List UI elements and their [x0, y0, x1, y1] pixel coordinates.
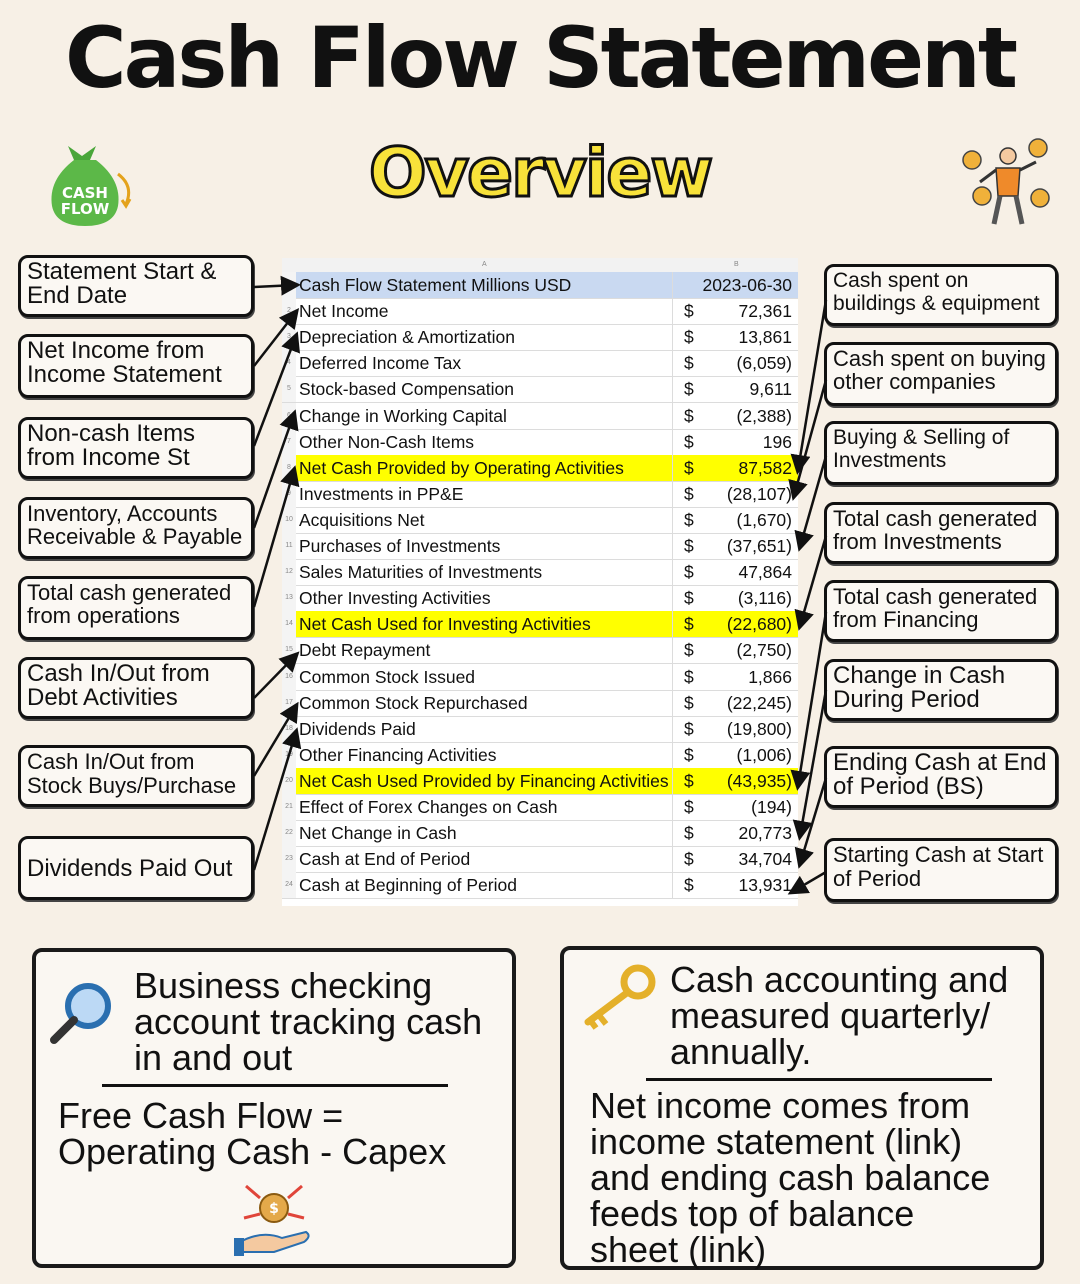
panel-divider	[102, 1084, 448, 1087]
row-value: (3,116)	[737, 588, 792, 609]
row-currency: $	[684, 692, 694, 713]
row-number: 14	[282, 611, 296, 637]
row-number: 24	[282, 872, 296, 898]
row-number: 5	[282, 376, 296, 402]
accounting-line-2: measured quarterly/	[670, 995, 991, 1036]
row-label: Stock-based Compensation	[299, 379, 514, 400]
row-label: Other Non-Cash Items	[299, 431, 475, 452]
svg-text:$: $	[269, 1201, 279, 1217]
row-number: 19	[282, 742, 296, 768]
row-number: 6	[282, 403, 296, 429]
row-label: Effect of Forex Changes on Cash	[299, 797, 558, 817]
row-number: 16	[282, 664, 296, 690]
panel-divider	[646, 1078, 992, 1081]
row-currency: $	[684, 457, 694, 478]
row-currency: $	[684, 718, 694, 739]
label-total-cash-investments: Total cash generated from Investments	[824, 502, 1058, 564]
link-line-5: sheet (link)	[590, 1229, 767, 1270]
row-value: (22,680)	[726, 614, 792, 635]
row-value: 20,773	[738, 823, 792, 844]
label-ending-cash: Ending Cash at End of Period (BS)	[824, 746, 1058, 808]
row-label: Change in Working Capital	[299, 405, 507, 426]
row-value: (37,651)	[726, 536, 792, 556]
row-currency: $	[684, 588, 694, 609]
row-currency: $	[684, 562, 694, 583]
row-label: Net Cash Used for Investing Activities	[299, 614, 591, 635]
row-currency: $	[684, 666, 694, 687]
row-value: 47,864	[738, 562, 792, 583]
row-number: 1	[282, 272, 296, 298]
link-line-3: and ending cash balance	[590, 1157, 991, 1198]
row-label: Net Income	[299, 301, 389, 322]
row-number: 13	[282, 585, 296, 611]
row-label: Cash Flow Statement Millions USD	[299, 275, 572, 295]
checking-line-3: in and out	[134, 1037, 293, 1078]
row-label: Net Change in Cash	[299, 823, 457, 844]
row-number: 23	[282, 846, 296, 872]
column-b-letter: B	[734, 261, 739, 268]
row-value: (1,670)	[736, 509, 792, 530]
row-label: Cash at Beginning of Period	[299, 875, 517, 896]
checking-account-panel	[32, 948, 516, 1268]
row-label: Cash at End of Period	[299, 849, 471, 870]
row-currency: $	[684, 431, 694, 452]
link-line-4: feeds top of balance	[590, 1193, 915, 1234]
label-buying-selling-investments: Buying & Selling of Investments	[824, 421, 1058, 485]
row-label: Net Cash Used Provided by Financing Activities	[299, 770, 669, 791]
row-label: Other Financing Activities	[299, 744, 497, 765]
row-number: 10	[282, 507, 296, 533]
row-label: Deferred Income Tax	[299, 353, 462, 374]
label-dividends-paid-out: Dividends Paid Out	[18, 836, 254, 900]
checking-line-2: account tracking cash	[134, 1001, 483, 1042]
row-currency: $	[684, 823, 694, 844]
row-label: Depreciation & Amortization	[299, 327, 515, 348]
key-icon	[576, 962, 662, 1032]
row-value: 2023-06-30	[702, 275, 792, 295]
label-debt-activities: Cash In/Out from Debt Activities	[18, 657, 254, 719]
row-number: 12	[282, 559, 296, 585]
row-number: 20	[282, 768, 296, 794]
label-change-in-cash: Change in Cash During Period	[824, 659, 1058, 721]
row-number: 18	[282, 716, 296, 742]
row-label: Dividends Paid	[299, 718, 416, 739]
row-number: 8	[282, 455, 296, 481]
page-subtitle: Overview	[368, 134, 712, 213]
row-label: Common Stock Repurchased	[299, 692, 528, 713]
row-number: 4	[282, 350, 296, 376]
row-value: (2,388)	[736, 405, 792, 426]
column-a-letter: A	[482, 261, 487, 268]
row-value: (22,245)	[726, 692, 792, 713]
row-number: 22	[282, 820, 296, 846]
row-number: 17	[282, 690, 296, 716]
row-currency: $	[684, 327, 694, 348]
row-value: 13,861	[738, 327, 792, 348]
row-currency: $	[684, 353, 694, 374]
row-number: 3	[282, 324, 296, 350]
fcf-line-2: Operating Cash - Capex	[58, 1131, 447, 1172]
row-currency: $	[684, 509, 694, 530]
accounting-line-1: Cash accounting and	[670, 959, 1009, 1000]
page-title: Cash Flow Statement	[64, 9, 1015, 107]
row-label: Investments in PP&E	[299, 483, 464, 504]
row-label: Acquisitions Net	[299, 509, 425, 530]
accounting-line-3: annually.	[670, 1031, 812, 1072]
label-net-income-from-income-statement: Net Income from Income Statement	[18, 334, 254, 398]
fcf-line-1: Free Cash Flow =	[58, 1095, 344, 1136]
link-line-2: income statement (link)	[590, 1121, 963, 1162]
row-label: Sales Maturities of Investments	[299, 562, 543, 583]
row-value: 87,582	[738, 457, 792, 478]
row-number: 9	[282, 481, 296, 507]
bag-badge-text: CASH	[62, 184, 108, 202]
row-currency: $	[684, 614, 694, 635]
row-currency: $	[684, 536, 694, 556]
row-label: Purchases of Investments	[299, 536, 501, 556]
row-currency: $	[684, 875, 694, 896]
row-currency: $	[684, 744, 694, 765]
label-buying-other-companies: Cash spent on buying other companies	[824, 342, 1058, 406]
label-inventory-ar-ap: Inventory, Accounts Receivable & Payable	[18, 497, 254, 559]
row-number: 7	[282, 429, 296, 455]
row-currency: $	[684, 849, 694, 870]
row-label: Common Stock Issued	[299, 666, 476, 687]
label-total-cash-operations: Total cash generated from operations	[18, 576, 254, 640]
row-currency: $	[684, 770, 694, 791]
row-value: 1,866	[748, 666, 792, 687]
label-statement-start-end-date: Statement Start & End Date	[18, 255, 254, 317]
row-number: 15	[282, 637, 296, 663]
row-currency: $	[684, 379, 694, 400]
checking-line-1: Business checking	[134, 965, 433, 1006]
row-value: (1,006)	[736, 744, 792, 765]
row-value: 196	[762, 431, 792, 452]
magnifier-icon	[46, 978, 116, 1048]
accounting-notes-panel	[560, 946, 1044, 1270]
label-stock-buys: Cash In/Out from Stock Buys/Purchase	[18, 745, 254, 807]
row-value: 9,611	[749, 379, 792, 400]
label-non-cash-items: Non-cash Items from Income St	[18, 417, 254, 479]
row-label: Debt Repayment	[299, 640, 431, 661]
label-starting-cash: Starting Cash at Start of Period	[824, 838, 1058, 902]
row-currency: $	[684, 797, 694, 817]
row-value: (194)	[751, 797, 792, 817]
row-currency: $	[684, 301, 694, 322]
money-hand-icon	[232, 1178, 316, 1258]
row-currency: $	[684, 640, 694, 661]
label-total-cash-financing: Total cash generated from Financing	[824, 580, 1058, 642]
link-line-1: Net income comes from	[590, 1085, 971, 1126]
row-number: 11	[282, 533, 296, 559]
svg-text:FLOW: FLOW	[60, 200, 110, 218]
row-currency: $	[684, 405, 694, 426]
row-value: 13,931	[738, 875, 792, 896]
row-value: (2,750)	[736, 640, 792, 661]
row-label: Net Cash Provided by Operating Activities	[299, 457, 624, 478]
row-value: (28,107)	[726, 483, 792, 504]
row-number: 21	[282, 794, 296, 820]
row-value: (6,059)	[736, 353, 792, 374]
row-value: (43,935)	[726, 770, 792, 791]
label-buildings-equipment: Cash spent on buildings & equipment	[824, 264, 1058, 326]
row-value: 72,361	[738, 301, 792, 322]
row-label: Other Investing Activities	[299, 588, 491, 609]
row-number: 2	[282, 298, 296, 324]
row-value: 34,704	[738, 849, 792, 870]
row-currency: $	[684, 483, 694, 504]
row-value: (19,800)	[726, 718, 792, 739]
